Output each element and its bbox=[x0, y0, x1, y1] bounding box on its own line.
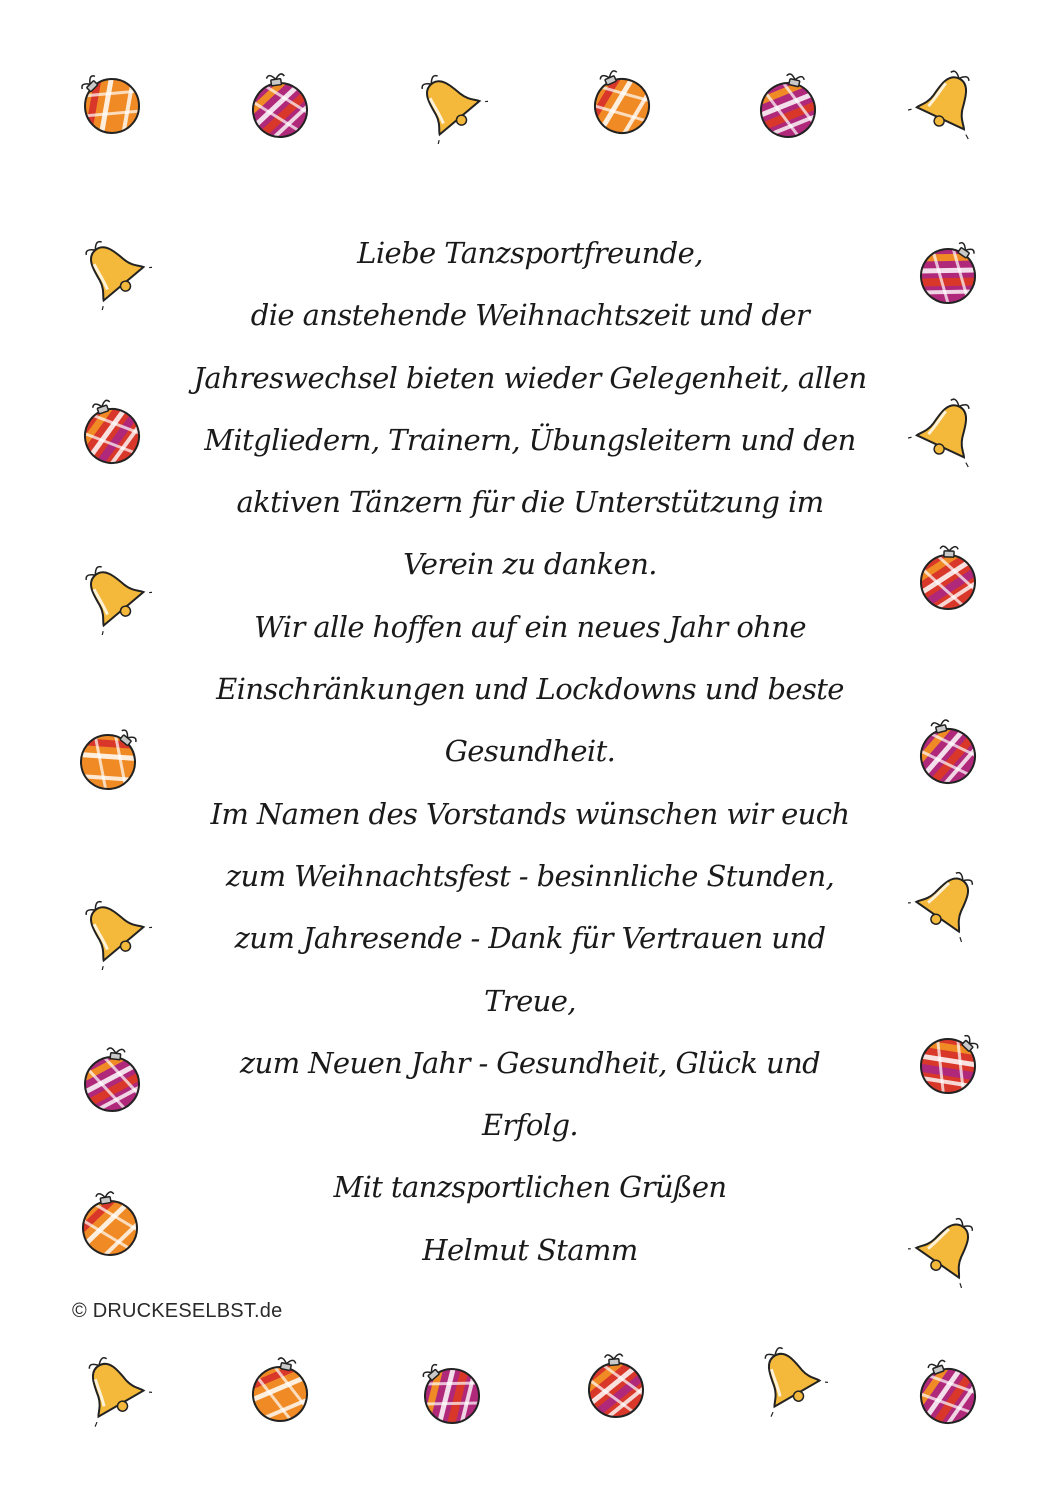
bauble-icon bbox=[582, 62, 662, 142]
bauble-icon bbox=[748, 66, 828, 146]
letter-line: Wir alle hoffen auf ein neues Jahr ohne bbox=[254, 609, 806, 644]
bauble-icon bbox=[412, 1352, 492, 1432]
bauble-icon bbox=[908, 1022, 988, 1102]
letter-line: Einschränkungen und Lockdowns und beste bbox=[216, 672, 844, 707]
letter-line: zum Jahresende - Dank für Vertrauen und bbox=[234, 921, 826, 956]
bauble-icon bbox=[72, 1040, 152, 1120]
bauble-icon bbox=[576, 1346, 656, 1426]
letter-line: Mitgliedern, Trainern, Übungsleitern und den bbox=[204, 422, 856, 457]
bauble-icon bbox=[240, 66, 320, 146]
bauble-icon bbox=[908, 538, 988, 618]
bauble-icon bbox=[908, 232, 988, 312]
letter-line: Gesundheit. bbox=[444, 734, 616, 769]
bauble-icon bbox=[908, 712, 988, 792]
bauble-icon bbox=[908, 1352, 988, 1432]
letter-closing: Mit tanzsportlichen Grüßen bbox=[333, 1170, 727, 1205]
bauble-icon bbox=[72, 392, 152, 472]
bell-icon bbox=[72, 1348, 152, 1428]
bell-icon bbox=[72, 230, 152, 310]
letter-line: zum Weihnachtsfest - besinnliche Stunden, bbox=[225, 858, 835, 893]
letter-line: Treue, bbox=[484, 983, 576, 1018]
letter-line: Erfolg. bbox=[481, 1108, 579, 1143]
letter-line: Im Namen des Vorstands wünschen wir euch bbox=[210, 796, 850, 831]
bauble-icon bbox=[240, 1350, 320, 1430]
bauble-icon bbox=[70, 1184, 150, 1264]
letter-text bbox=[180, 222, 880, 1281]
copyright-notice: © DRUCKESELBST.de bbox=[72, 1300, 283, 1322]
letter-line: zum Neuen Jahr - Gesundheit, Glück und bbox=[239, 1045, 821, 1080]
bell-icon bbox=[72, 555, 152, 635]
bell-icon bbox=[408, 64, 488, 144]
letter-line: die anstehende Weihnachtszeit und der bbox=[250, 298, 810, 333]
bauble-icon bbox=[68, 718, 148, 798]
bell-icon bbox=[908, 1208, 988, 1288]
bell-icon bbox=[72, 890, 152, 970]
bauble-icon bbox=[72, 62, 152, 142]
bell-icon bbox=[908, 862, 988, 942]
bell-icon bbox=[908, 390, 988, 470]
letter-signature: Helmut Stamm bbox=[422, 1232, 638, 1267]
letter-greeting: Liebe Tanzsportfreunde, bbox=[357, 236, 703, 270]
bell-icon bbox=[908, 62, 988, 142]
letter-line: Jahreswechsel bieten wieder Gelegenheit, allen bbox=[193, 360, 867, 395]
letter-line: Verein zu danken. bbox=[403, 547, 657, 582]
bell-icon bbox=[748, 1338, 828, 1418]
letter-line: aktiven Tänzern für die Unterstützung im bbox=[236, 485, 824, 520]
